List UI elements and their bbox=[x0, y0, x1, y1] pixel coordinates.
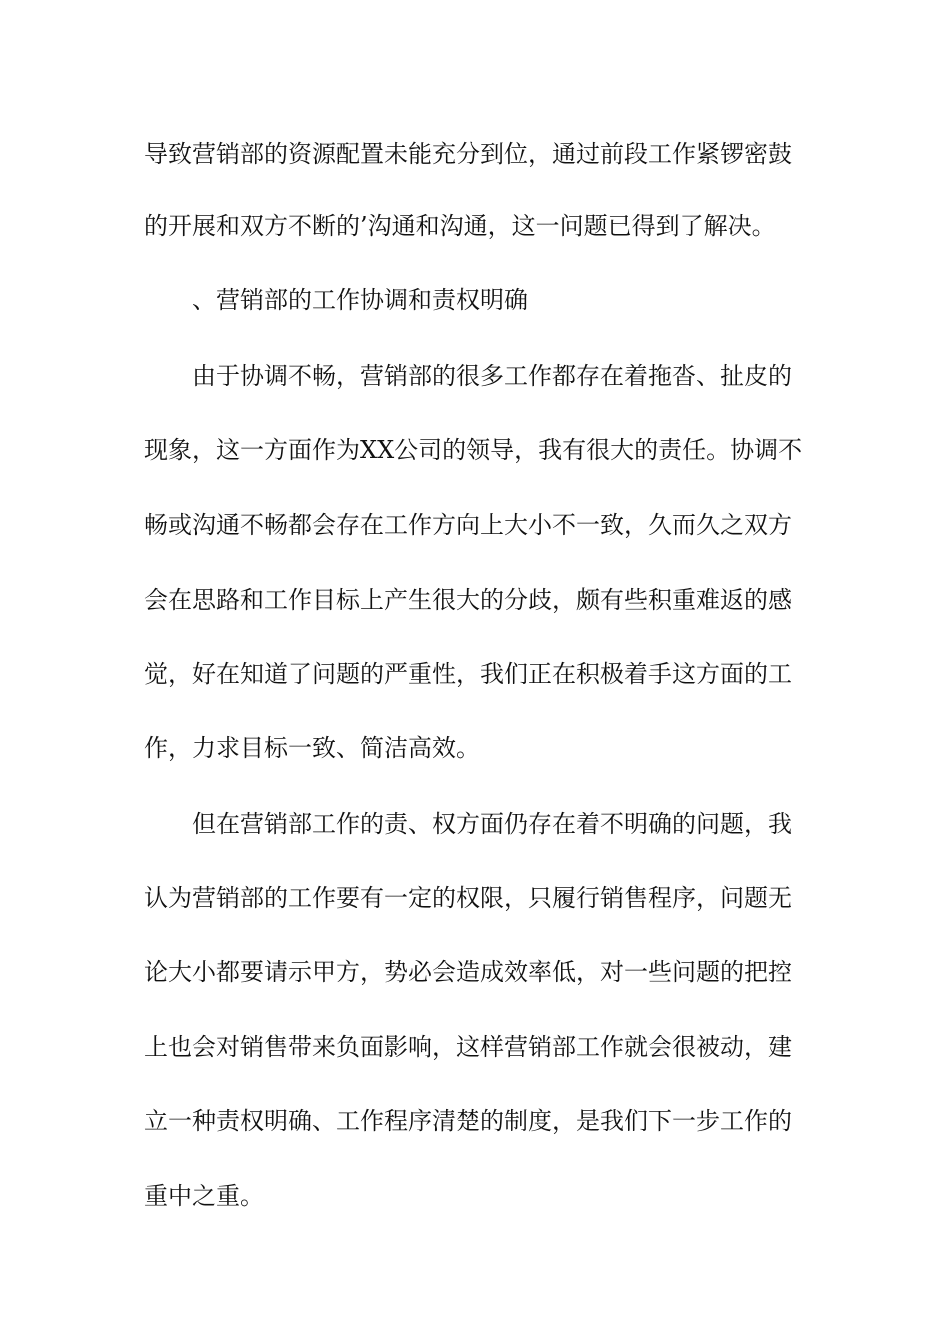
paragraph-2-line-6 bbox=[0, 728, 950, 768]
paragraph-2-line-4 bbox=[0, 580, 950, 620]
paragraph-3-line-5 bbox=[0, 1101, 950, 1141]
paragraph-1-line-2 bbox=[0, 206, 950, 246]
paragraph-3-line-6 bbox=[0, 1176, 950, 1216]
text-line: 但在营销部工作的责、权方面仍存在着不明确的问题，我 bbox=[192, 810, 792, 838]
text-line: 觉，好在知道了问题的严重性，我们正在积极着手这方面的工 bbox=[144, 660, 792, 688]
text-line: 论大小都要请示甲方，势必会造成效率低，对一些问题的把控 bbox=[144, 958, 792, 986]
text-line: 上也会对销售带来负面影响，这样营销部工作就会很被动，建 bbox=[144, 1033, 792, 1061]
paragraph-3-line-3 bbox=[0, 952, 950, 992]
text-line: 导致营销部的资源配置未能充分到位，通过前段工作紧锣密鼓 bbox=[144, 140, 792, 168]
text-line: 的开展和双方不断的’沟通和沟通，这一问题已得到了解决。 bbox=[144, 212, 776, 240]
paragraph-1-line-1 bbox=[0, 134, 950, 174]
text-line: 现象，这一方面作为XX公司的领导，我有很大的责任。协调不 bbox=[144, 436, 803, 464]
text-line: 畅或沟通不畅都会存在工作方向上大小不一致，久而久之双方 bbox=[144, 511, 792, 539]
section-heading bbox=[0, 280, 950, 320]
paragraph-2-line-3 bbox=[0, 505, 950, 545]
text-line: 立一种责权明确、工作程序清楚的制度，是我们下一步工作的 bbox=[144, 1107, 792, 1135]
text-line: 由于协调不畅，营销部的很多工作都存在着拖沓、扯皮的 bbox=[192, 362, 792, 390]
paragraph-3-line-1 bbox=[0, 804, 950, 844]
text-line: 作，力求目标一致、简洁高效。 bbox=[144, 734, 480, 762]
text-line: 重中之重。 bbox=[144, 1182, 264, 1210]
paragraph-2-line-1 bbox=[0, 356, 950, 396]
paragraph-3-line-4 bbox=[0, 1027, 950, 1067]
paragraph-3-line-2 bbox=[0, 878, 950, 918]
text-line: 认为营销部的工作要有一定的权限，只履行销售程序，问题无 bbox=[144, 884, 792, 912]
heading-text: 、营销部的工作协调和责权明确 bbox=[192, 286, 528, 314]
paragraph-2-line-2 bbox=[0, 430, 950, 470]
text-line: 会在思路和工作目标上产生很大的分歧，颇有些积重难返的感 bbox=[144, 586, 792, 614]
paragraph-2-line-5 bbox=[0, 654, 950, 694]
